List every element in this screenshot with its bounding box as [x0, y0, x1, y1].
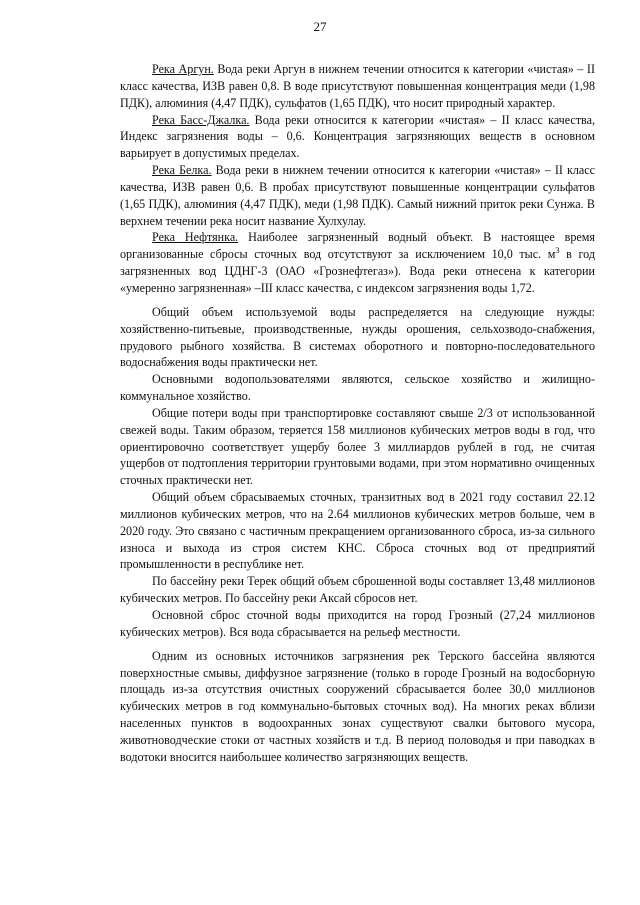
document-body [120, 61, 595, 766]
paragraph-text-start: Наиболее загрязненный водный объект. В настоящее время организованные сбросы сточных вод отсутствуют за исключением 10,0 тыс. м [120, 230, 595, 262]
paragraph-main-users: Основными водопользователями являются, сельское хозяйство и жилищно-коммунальное хозяйство. [120, 372, 595, 404]
river-heading: Река Белка. [152, 163, 212, 178]
river-heading: Река Басс-Джалка. [152, 112, 250, 127]
paragraph-water-use: Общий объем используемой воды распределяется на следующие нужды: хозяйственно-питьевые, производственные, нужды орошения, сельхозводо-снабжения, прудового рыбного хозяйства. В системах оборотного и повторно-последовательного водоснабжения воды практически нет. [120, 304, 595, 370]
paragraph-terek-basin: По бассейну реки Терек общий объем сброшенной воды составляет 13,48 миллионов кубических метров. По бассейну реки Аксай сбросов нет. [120, 574, 595, 606]
paragraph-text: в год загрязненных вод ЦДНГ-3 (ОАО «Грознефтегаз»). Вода реки отнесена к категории «умеренно загрязненная» –III класс качества, с индексом загрязнения воды 1,72. [120, 247, 595, 295]
paragraph-text: Вода реки относится к категории «чистая» – II класс качества, Индекс загрязнения воды – 0,6. Концентрация загрязняющих веществ в основном варьирует в допустимых пределах. [120, 112, 595, 161]
paragraph-river-neftyanka [120, 229, 595, 296]
paragraph-river-argun [120, 61, 595, 112]
page-number: 27 [313, 19, 327, 34]
paragraph-grozny-discharge: Основной сброс сточной воды приходится на город Грозный (27,24 миллионов кубических метров). Вся вода сбрасывается на рельеф местности. [120, 608, 595, 639]
paragraph-pollution-sources: Одним из основных источников загрязнения рек Терского бассейна являются поверхностные смывы, диффузное загрязнение (только в городе Грозный на водосборную площадь из-за отсутствия очистных сооружений сбрасывается более 30,0 миллионов кубических метров в год коммунально-бытовых сточных вод). На многих реках вблизи населенных пунктов в водоохранных зонах существуют свалки бытового мусора, животноводческие стоки от частных хозяйств и т.д. В период половодья и при паводках в водотоки вносится наибольшее количество загрязняющих веществ. [120, 648, 595, 764]
paragraph-river-bass-dzhalka [120, 112, 595, 163]
paragraph-river-belka [120, 162, 595, 229]
superscript: 3 [555, 245, 560, 256]
paragraph-text: Вода реки в нижнем течении относится к категории «чистая» – II класс качества, ИЗВ равен 0,6. В пробах присутствуют повышенные концентрации сульфатов (1,65 ПДК), алюминия (4,47 ПДК), меди (1,98 ПДК). Самый нижний приток реки Сунжа. В верхнем течении река носит название Хулхулау. [120, 163, 595, 228]
paragraph-discharge-2021: Общий объем сбрасываемых сточных, транзитных вод в 2021 году составил 22.12 миллионов кубических метров, что на 2.64 миллионов кубических метров больше, чем в 2020 году. Это связано с частичным прекращением организованного сброса, из-за сильного износа и выхода из строя систем КНС. Сброса сточных вод от предприятий промышленности в республике нет. [120, 490, 595, 572]
river-heading: Река Аргун. [152, 62, 214, 76]
paragraph-text: Вода реки Аргун в нижнем течении относится к категории «чистая» – II класс качества, ИЗВ равен 0,8. В воде присутствуют повышенная концентрация меди (1,98 ПДК), алюминия (4,47 ПДК), сульфатов (1,65 ПДК), что носит природный характер. [120, 62, 595, 110]
river-heading: Река Нефтянка. [152, 230, 239, 245]
paragraph-water-losses: Общие потери воды при транспортировке составляют свыше 2/3 от использованной свежей воды. Таким образом, теряется 158 миллионов кубических метров воды в год, что ориентировочно соответствует ущербу более 3 миллиардов рублей в год, не считая ущербов от подтопления территории грунтовыми водами, при этом нормативно очищенных сточных практически нет. [120, 405, 595, 488]
